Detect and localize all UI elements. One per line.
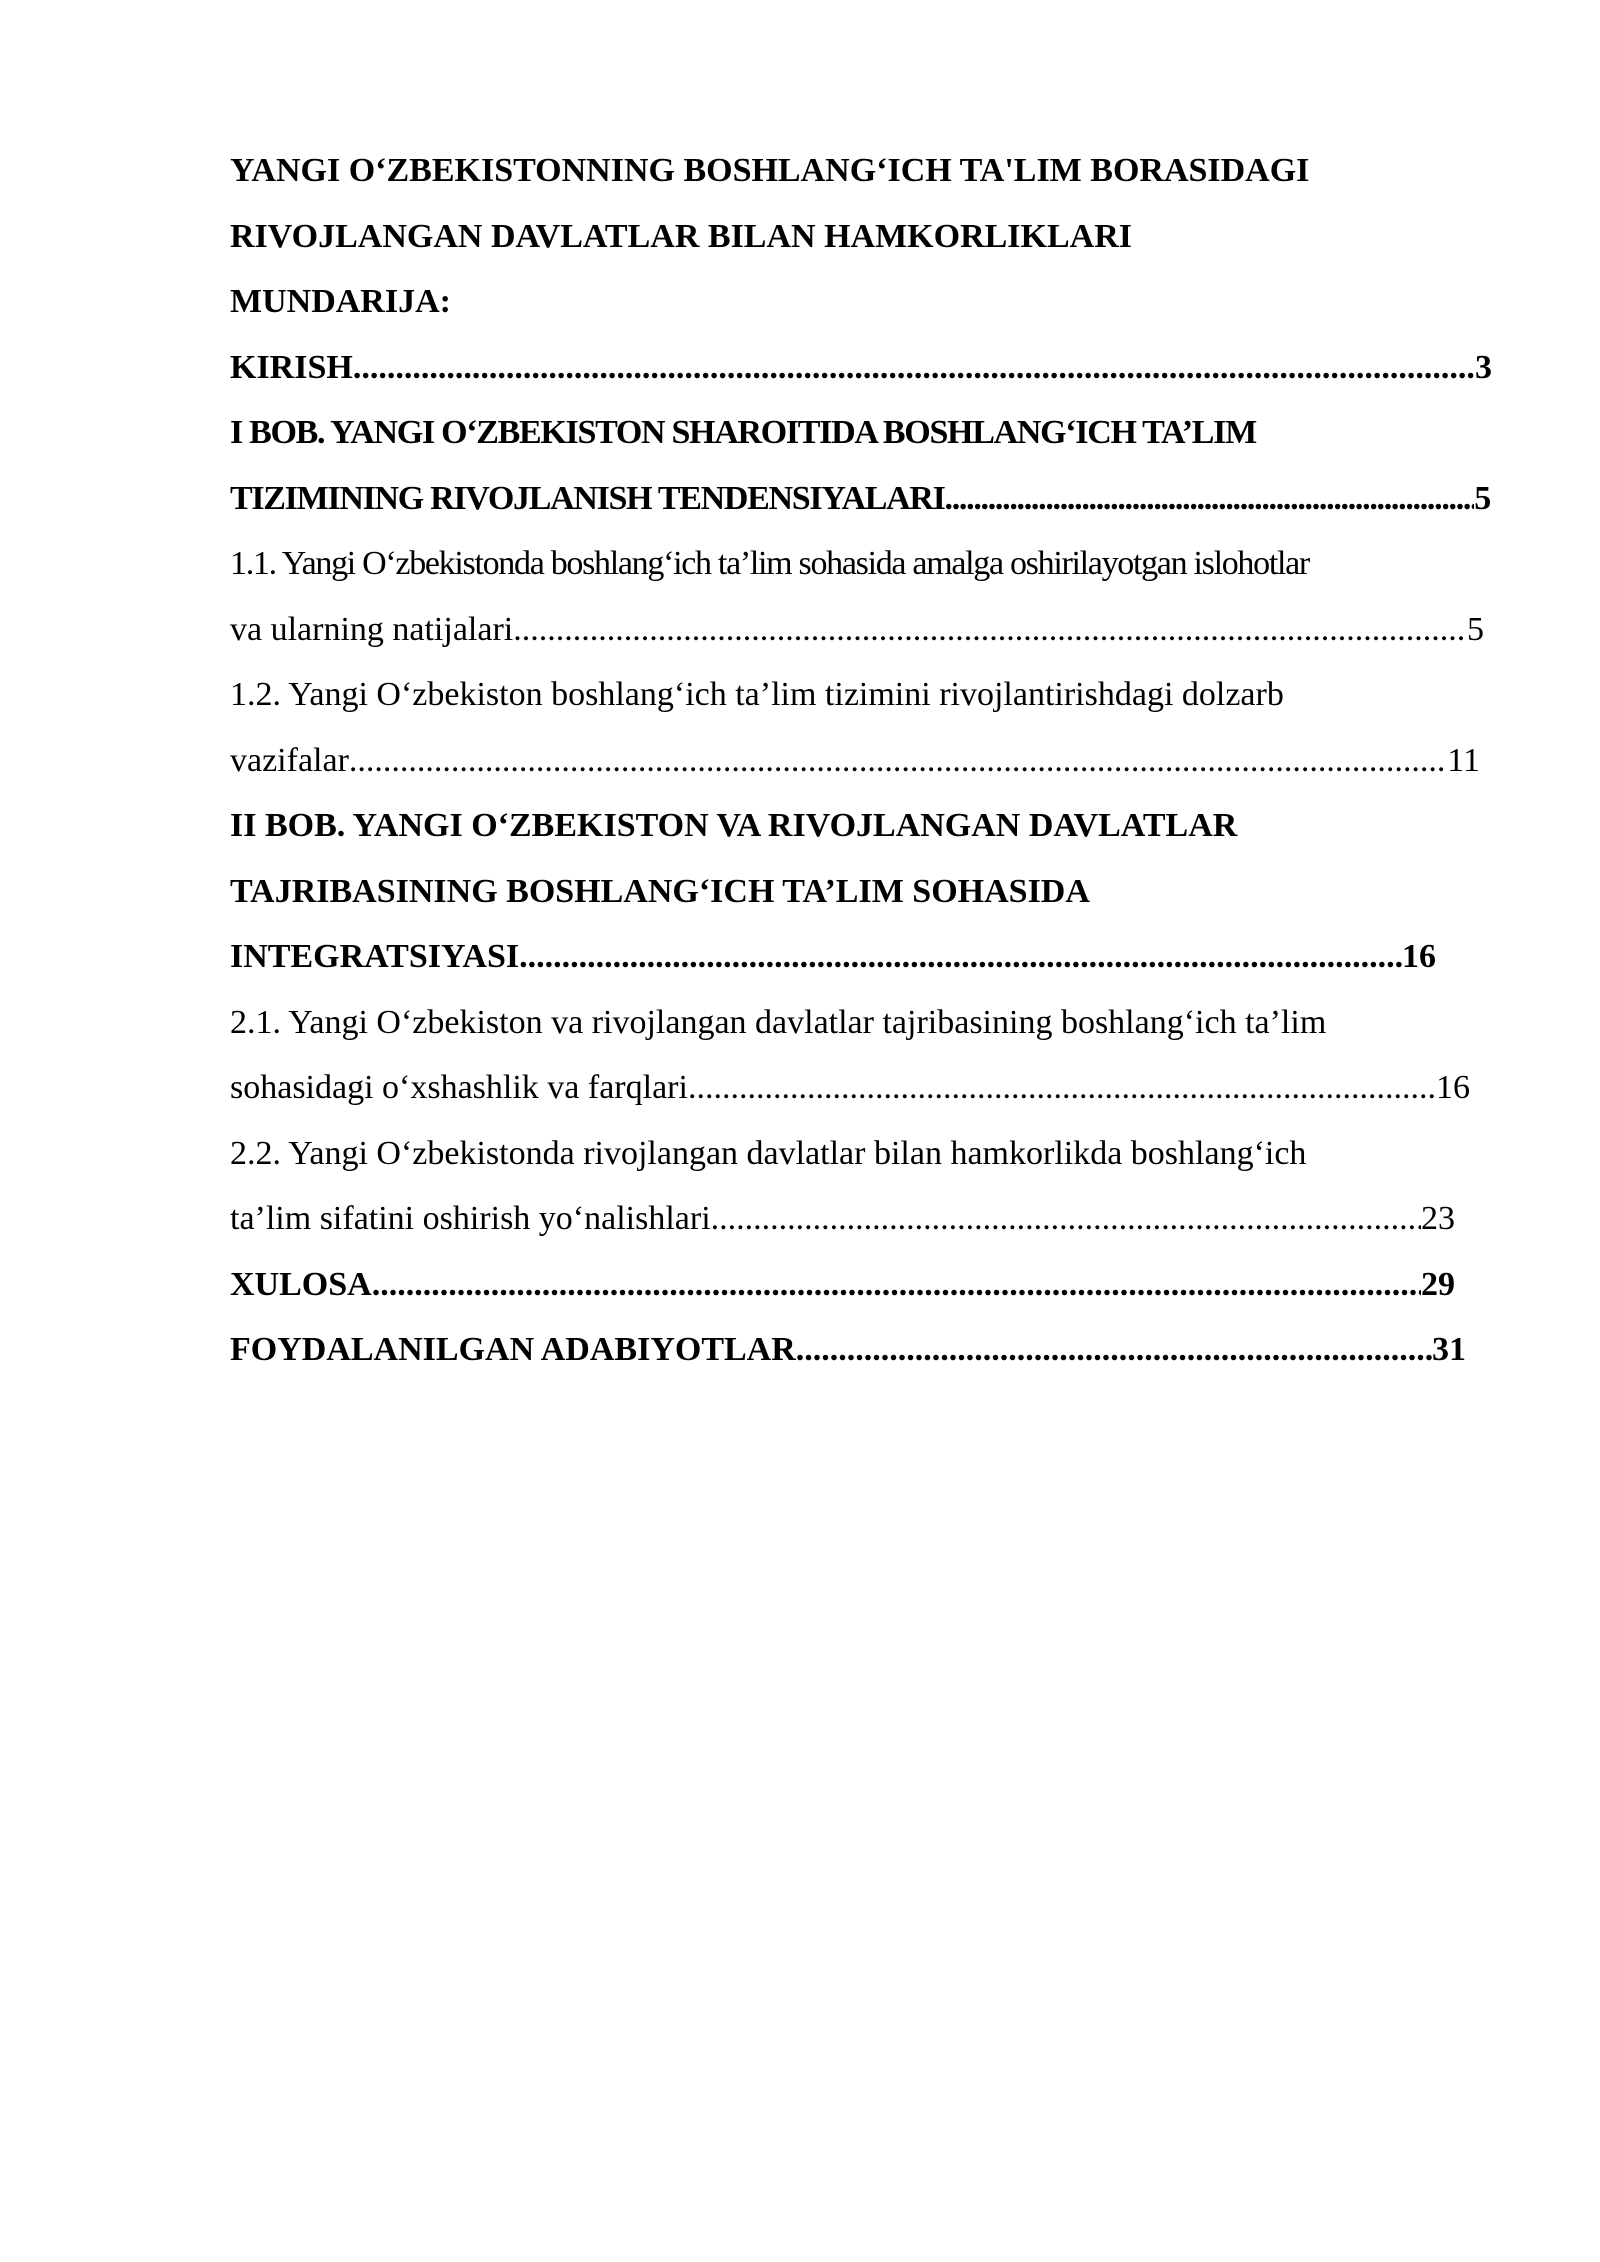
toc-leader-dots (711, 1186, 1421, 1252)
toc-entry-s1-2-line1: 1.2. Yangi O‘zbekiston boshlang‘ich ta’lim tizimini rivojlantirishdagi dolzarb (230, 676, 1284, 713)
toc-entry-label: XULOSA (230, 1265, 372, 1303)
toc-entry-s2-2-line2 (230, 1186, 1455, 1252)
toc-entry-label: ta’lim sifatini oshirish yo‘nalishlari (230, 1200, 711, 1237)
toc-entry-bob2-line3 (230, 924, 1436, 990)
toc-entry-label: INTEGRATSIYASI (230, 938, 520, 975)
document-title-line-2: RIVOJLANGAN DAVLATLAR BILAN HAMKORLIKLARI (230, 217, 1132, 255)
table-of-contents (230, 138, 1500, 1383)
toc-page-number: 3 (1475, 348, 1492, 386)
toc-page-number: 5 (1474, 479, 1490, 517)
toc-entry-s2-2-line1: 2.2. Yangi O‘zbekistonda rivojlangan davlatlar bilan hamkorlikda boshlang‘ich (230, 1134, 1307, 1172)
toc-page-number: 31 (1432, 1331, 1466, 1368)
toc-leader-dots (353, 335, 1475, 401)
document-title-line-1: YANGI O‘ZBEKISTONNING BOSHLANG‘ICH TA'LIM BORASIDAGI (230, 152, 1310, 189)
toc-entry-kirish (230, 335, 1492, 401)
toc-leader-dots (349, 728, 1447, 794)
toc-page-number: 23 (1421, 1200, 1455, 1237)
toc-page-number: 16 (1436, 1069, 1470, 1106)
toc-leader-dots (688, 1055, 1436, 1121)
toc-leader-dots (519, 924, 1402, 990)
toc-leader-dots (372, 1252, 1421, 1318)
toc-entry-label: TIZIMINING RIVOJLANISH TENDENSIYALARI (230, 479, 945, 517)
toc-entry-bob1-line2 (230, 466, 1490, 532)
toc-leader-dots (513, 597, 1467, 663)
toc-entry-bob1-line1: I BOB. YANGI O‘ZBEKISTON SHAROITIDA BOSHLANG‘ICH TA’LIM (230, 414, 1256, 451)
toc-entry-label: FOYDALANILGAN ADABIYOTLAR (230, 1331, 796, 1368)
toc-entry-label: vazifalar (230, 741, 349, 779)
toc-entry-label: va ularning natijalari (230, 610, 514, 648)
toc-leader-dots (945, 466, 1475, 532)
toc-entry-bob2-line2: TAJRIBASINING BOSHLANG‘ICH TA’LIM SOHASIDA (230, 872, 1090, 910)
toc-entry-s1-1-line1: 1.1. Yangi O‘zbekistonda boshlang‘ich ta’lim sohasida amalga oshirilayotgan islohotlar (230, 545, 1309, 582)
toc-page-number: 16 (1402, 938, 1436, 975)
toc-heading: MUNDARIJA: (230, 283, 451, 320)
toc-entry-s2-1-line1: 2.1. Yangi O‘zbekiston va rivojlangan davlatlar tajribasining boshlang‘ich ta’lim (230, 1003, 1327, 1041)
toc-entry-label: KIRISH (230, 348, 353, 386)
toc-leader-dots (796, 1317, 1432, 1383)
toc-page-number: 11 (1447, 741, 1480, 779)
toc-page-number: 5 (1467, 610, 1484, 648)
toc-entry-adabiyotlar (230, 1317, 1466, 1383)
toc-entry-s1-1-line2 (230, 597, 1484, 663)
toc-entry-bob2-line1: II BOB. YANGI O‘ZBEKISTON VA RIVOJLANGAN DAVLATLAR (230, 807, 1238, 844)
toc-entry-xulosa (230, 1252, 1455, 1318)
toc-page-number: 29 (1421, 1265, 1455, 1303)
toc-entry-label: sohasidagi o‘xshashlik va farqlari (230, 1069, 688, 1106)
toc-entry-s2-1-line2 (230, 1055, 1470, 1121)
toc-entry-s1-2-line2 (230, 728, 1480, 794)
